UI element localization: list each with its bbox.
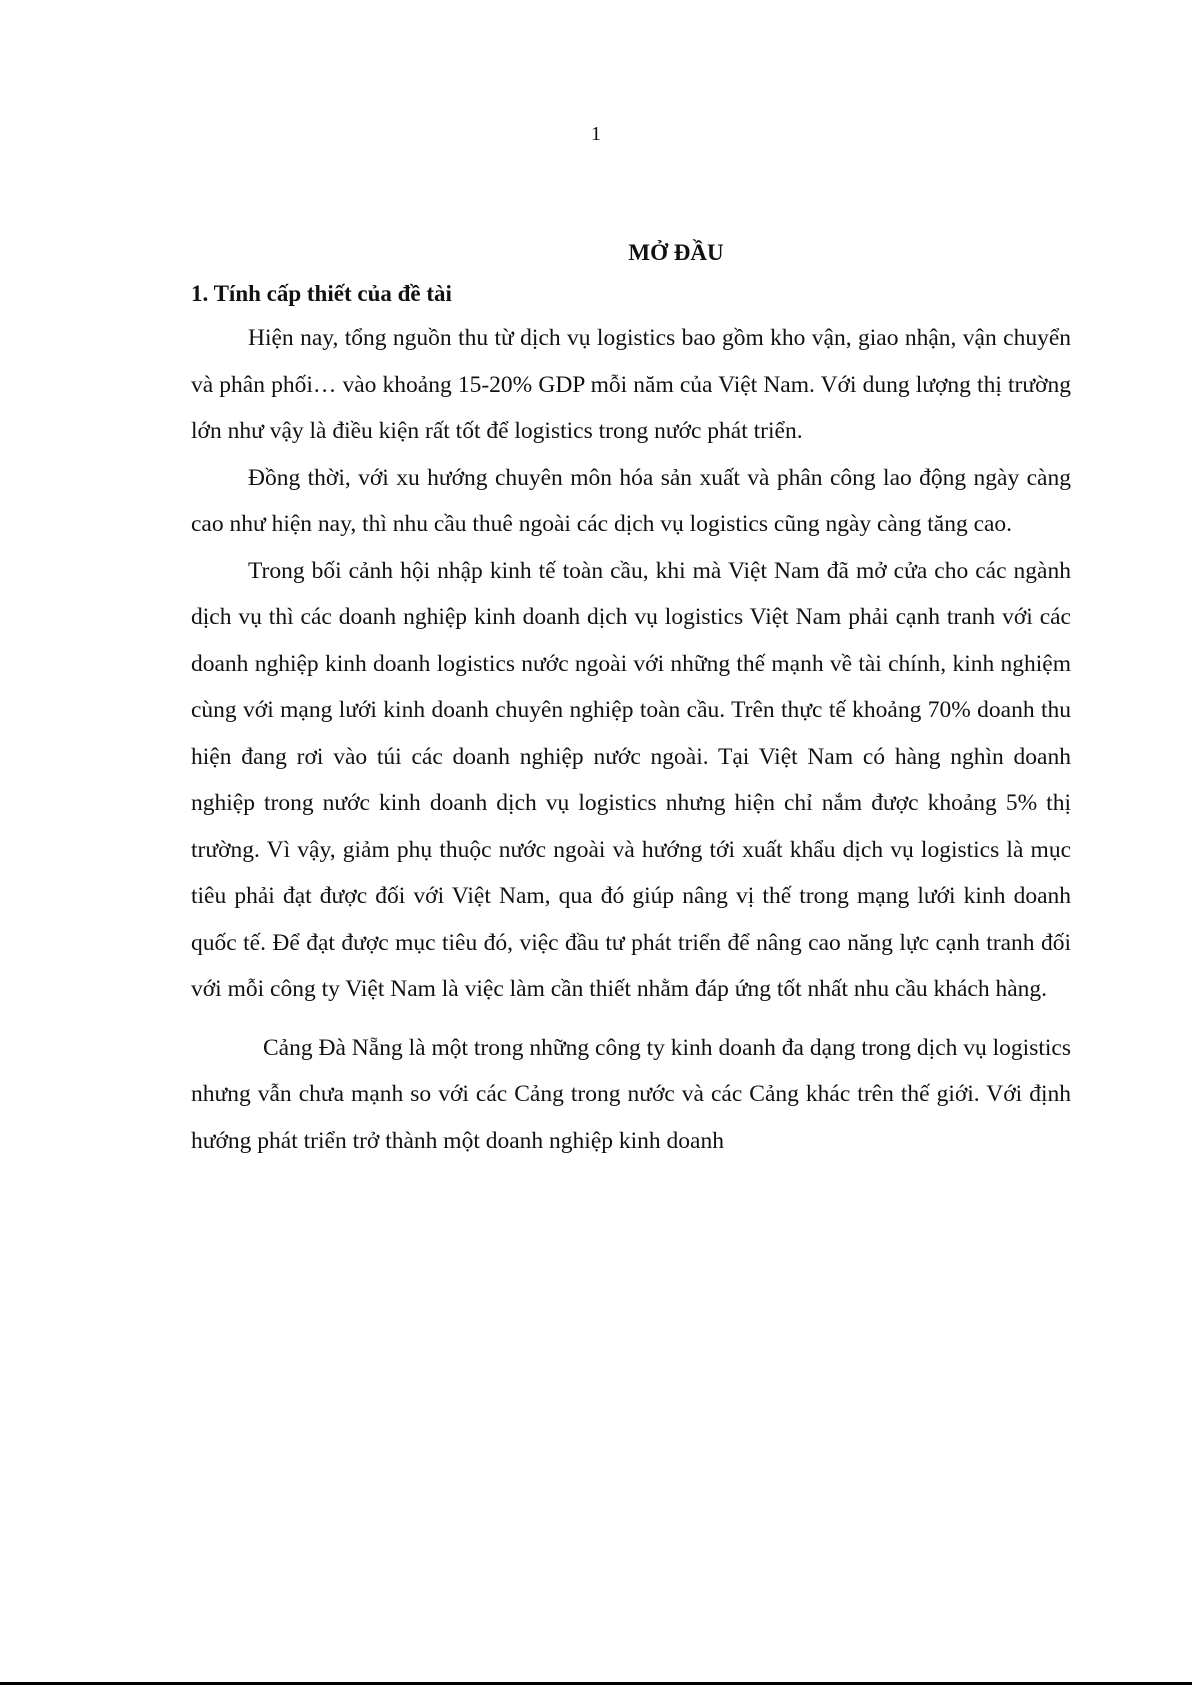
document-body — [191, 238, 1071, 1164]
section-heading: 1. Tính cấp thiết của đề tài — [191, 281, 452, 306]
paragraph-1: Hiện nay, tổng nguồn thu từ dịch vụ logistics bao gồm kho vận, giao nhận, vận chuyển và phân phối… vào khoảng 15-20% GDP mỗi năm của Việt Nam. Với dung lượng thị trường lớn như vậy là điều kiện rất tốt để logistics trong nước phát triển. — [191, 325, 1071, 444]
paragraph-4: Cảng Đà Nẵng là một trong những công ty kinh doanh đa dạng trong dịch vụ logistics nhưng vẫn chưa mạnh so với các Cảng trong nước và các Cảng khác trên thế giới. Với định hướng phát triển trở thành một doanh nghiệp kinh doanh — [191, 1034, 1071, 1154]
chapter-title: MỞ ĐẦU — [628, 240, 724, 265]
paragraph-2: Đồng thời, với xu hướng chuyên môn hóa sản xuất và phân công lao động ngày càng cao như hiện nay, thì nhu cầu thuê ngoài các dịch vụ logistics cũng ngày càng tăng cao. — [191, 464, 1071, 537]
page-number: 1 — [591, 123, 601, 145]
paragraph-3: Trong bối cảnh hội nhập kinh tế toàn cầu, khi mà Việt Nam đã mở cửa cho các ngành dịch vụ thì các doanh nghiệp kinh doanh dịch vụ logistics Việt Nam phải cạnh tranh với các doanh nghiệp kinh doanh logistics nước ngoài với những thế mạnh về tài chính, kinh nghiệm cùng với mạng lưới kinh doanh chuyên nghiệp toàn cầu. Trên thực tế khoảng 70% doanh thu hiện đang rơi vào túi các doanh nghiệp nước ngoài. Tại Việt Nam có hàng nghìn doanh nghiệp trong nước kinh doanh dịch vụ logistics nhưng hiện chỉ nắm được khoảng 5% thị trường. Vì vậy, giảm phụ thuộc nước ngoài và hướng tới xuất khẩu dịch vụ logistics là mục tiêu phải đạt được đối với Việt Nam, qua đó giúp nâng vị thế trong mạng lưới kinh doanh quốc tế. Để đạt được mục tiêu đó, việc đầu tư phát triển để nâng cao năng lực cạnh tranh đối với mỗi công ty Việt Nam là việc làm cần thiết nhằm đáp ứng tốt nhất nhu cầu khách hàng. — [191, 557, 1071, 1002]
